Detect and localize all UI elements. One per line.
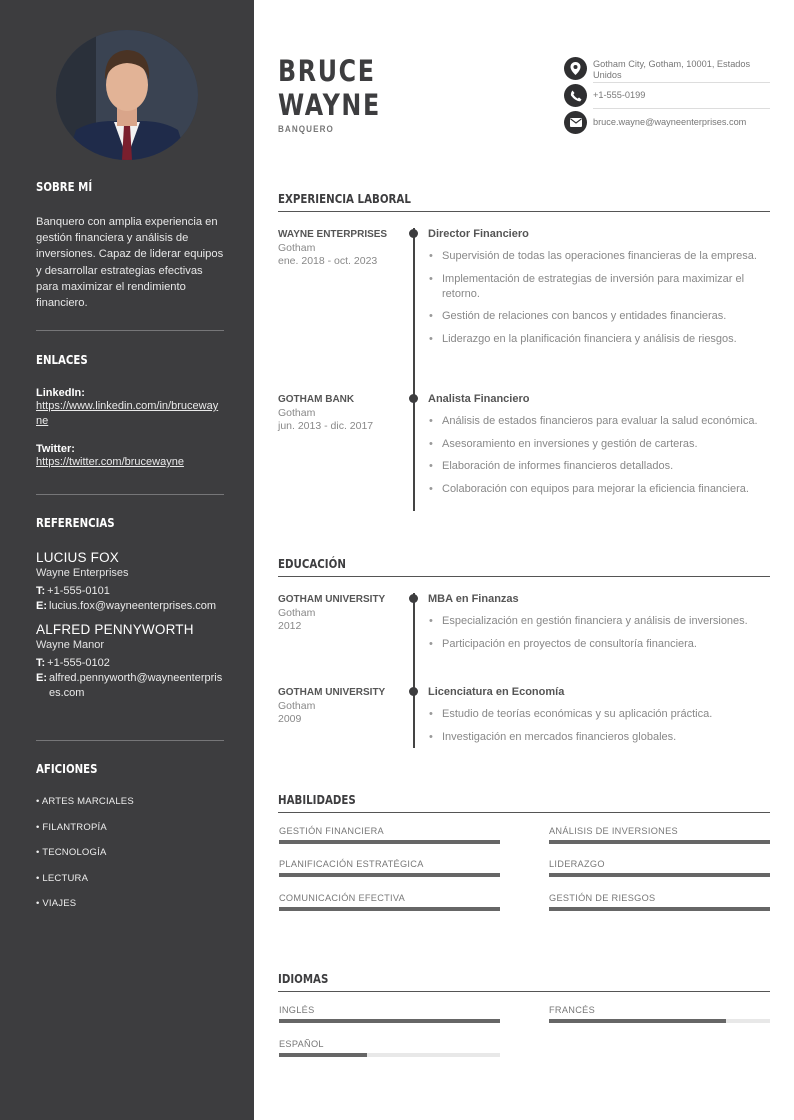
about-heading: SOBRE MÍ [36, 180, 93, 194]
entry-dates: ene. 2018 - oct. 2023 [278, 255, 378, 267]
language-item: FRANCÉS [549, 1005, 770, 1023]
skill-bar [279, 907, 500, 911]
hobby-item: • TECNOLOGÍA [36, 847, 107, 858]
profile-photo [56, 30, 198, 160]
about-section [36, 180, 224, 311]
sidebar-divider [36, 330, 224, 331]
timeline-dot [409, 229, 418, 238]
skill-item: GESTIÓN DE RIESGOS [549, 893, 770, 911]
skill-item: COMUNICACIÓN EFECTIVA [279, 893, 500, 911]
entry-org: GOTHAM UNIVERSITY [278, 594, 386, 605]
entry-org: GOTHAM UNIVERSITY [278, 687, 386, 698]
hobby-item: • VIAJES [36, 898, 77, 909]
entry-bullet: • Supervisión de todas las operaciones financieras de la empresa. [428, 249, 770, 264]
references-section [36, 516, 224, 701]
entry-bullet: • Asesoramiento en inversiones y gestión de carteras. [428, 437, 770, 452]
language-bar [279, 1019, 500, 1023]
reference-org: Wayne Enterprises [36, 567, 129, 579]
timeline-dot [409, 687, 418, 696]
skill-bar [279, 840, 500, 844]
skill-item: ANÁLISIS DE INVERSIONES [549, 826, 770, 844]
reference-name: ALFRED PENNYWORTH [36, 622, 194, 637]
education-entry [278, 686, 770, 748]
languages-heading: IDIOMAS [278, 971, 770, 992]
entry-bullet: • Especialización en gestión financiera y análisis de inversiones. [428, 614, 770, 629]
twitter-label: Twitter: [36, 443, 75, 455]
reference-phone: T: +1-555-0101 [36, 585, 110, 597]
entry-location: Gotham [278, 241, 316, 254]
entry-org: WAYNE ENTERPRISES [278, 229, 388, 240]
entry-bullet: • Análisis de estados financieros para evaluar la salud económica. [428, 414, 770, 429]
timeline-line [413, 368, 415, 511]
job-title: BANQUERO [278, 124, 334, 134]
contact-email: bruce.wayne@wayneenterprises.com [564, 111, 770, 134]
skill-bar [549, 907, 770, 911]
experience-entry [278, 228, 770, 368]
contact-phone: +1-555-0199 [564, 84, 770, 107]
entry-dates: jun. 2013 - dic. 2017 [278, 420, 374, 432]
reference-email: E: alfred.pennyworth@wayneenterprises.com [36, 672, 223, 699]
language-item: ESPAÑOL [279, 1039, 500, 1057]
timeline-line [413, 228, 415, 368]
hobbies-section [36, 762, 224, 924]
entry-bullet: • Colaboración con equipos para mejorar la eficiencia financiera. [428, 482, 770, 497]
entry-org: GOTHAM BANK [278, 394, 355, 405]
timeline-line [413, 655, 415, 748]
entry-bullet: • Participación en proyectos de consultoría financiera. [428, 637, 770, 652]
entry-bullet: • Implementación de estrategias de inversión para maximizar el retorno. [428, 272, 770, 302]
about-text: Banquero con amplia experiencia en gestión financiera y análisis de inversiones. Capaz de liderar equipos y desarrollar estrategias efectivas para maximizar el rendimiento financiero. [36, 216, 224, 310]
contact-divider [593, 108, 770, 109]
timeline-dot [409, 594, 418, 603]
contact-address: Gotham City, Gotham, 10001, Estados Unidos [564, 57, 770, 81]
phone-icon [564, 84, 587, 107]
mail-icon [564, 111, 587, 134]
entry-location: Gotham [278, 406, 316, 419]
entry-bullet: • Elaboración de informes financieros detallados. [428, 459, 770, 474]
timeline-dot [409, 394, 418, 403]
hobby-item: • ARTES MARCIALES [36, 796, 134, 807]
skill-bar [279, 873, 500, 877]
education-entry [278, 593, 770, 655]
experience-entry [278, 393, 770, 511]
sidebar-divider [36, 494, 224, 495]
reference-email: E: lucius.fox@wayneenterprises.com [36, 600, 217, 612]
references-heading: REFERENCIAS [36, 516, 115, 530]
skill-item: LIDERAZGO [549, 859, 770, 877]
skill-bar [549, 840, 770, 844]
location-icon [564, 57, 587, 80]
education-heading: EDUCACIÓN [278, 556, 770, 577]
skill-bar [549, 873, 770, 877]
experience-heading: EXPERIENCIA LABORAL [278, 191, 770, 212]
links-section [36, 353, 224, 470]
hobbies-heading: AFICIONES [36, 762, 98, 776]
linkedin-label: LinkedIn: [36, 387, 85, 399]
reference-name: LUCIUS FOX [36, 550, 120, 565]
entry-bullet: • Estudio de teorías económicas y su aplicación práctica. [428, 707, 770, 722]
entry-dates: 2009 [278, 713, 302, 725]
entry-role: Analista Financiero [428, 393, 530, 405]
entry-bullet: • Gestión de relaciones con bancos y entidades financieras. [428, 309, 770, 324]
language-bar [549, 1019, 770, 1023]
reference-item [36, 550, 224, 614]
sidebar [0, 0, 254, 1120]
entry-role: Licenciatura en Economía [428, 686, 565, 698]
hobby-item: • LECTURA [36, 872, 89, 884]
skill-item: GESTIÓN FINANCIERA [279, 826, 500, 844]
entry-dates: 2012 [278, 620, 302, 632]
reference-phone: T: +1-555-0102 [36, 657, 110, 669]
skills-heading: HABILIDADES [278, 792, 770, 813]
language-item: INGLÉS [279, 1005, 500, 1023]
linkedin-link[interactable]: https://www.linkedin.com/in/brucewayne [36, 400, 219, 427]
entry-role: Director Financiero [428, 228, 529, 240]
entry-location: Gotham [278, 606, 316, 619]
full-name: BRUCE WAYNE [278, 54, 381, 122]
hobby-item: • FILANTROPÍA [36, 821, 107, 833]
language-bar [279, 1053, 500, 1057]
twitter-link[interactable]: https://twitter.com/brucewayne [36, 456, 184, 468]
reference-org: Wayne Manor [36, 639, 105, 651]
entry-bullet: • Liderazgo en la planificación financiera y análisis de riesgos. [428, 332, 770, 347]
reference-item [36, 622, 224, 701]
sidebar-divider [36, 740, 224, 741]
entry-bullet: • Investigación en mercados financieros globales. [428, 730, 770, 745]
entry-location: Gotham [278, 699, 316, 712]
skill-item: PLANIFICACIÓN ESTRATÉGICA [279, 859, 500, 877]
links-heading: ENLACES [36, 353, 88, 367]
contact-divider [593, 82, 770, 83]
entry-role: MBA en Finanzas [428, 593, 519, 605]
